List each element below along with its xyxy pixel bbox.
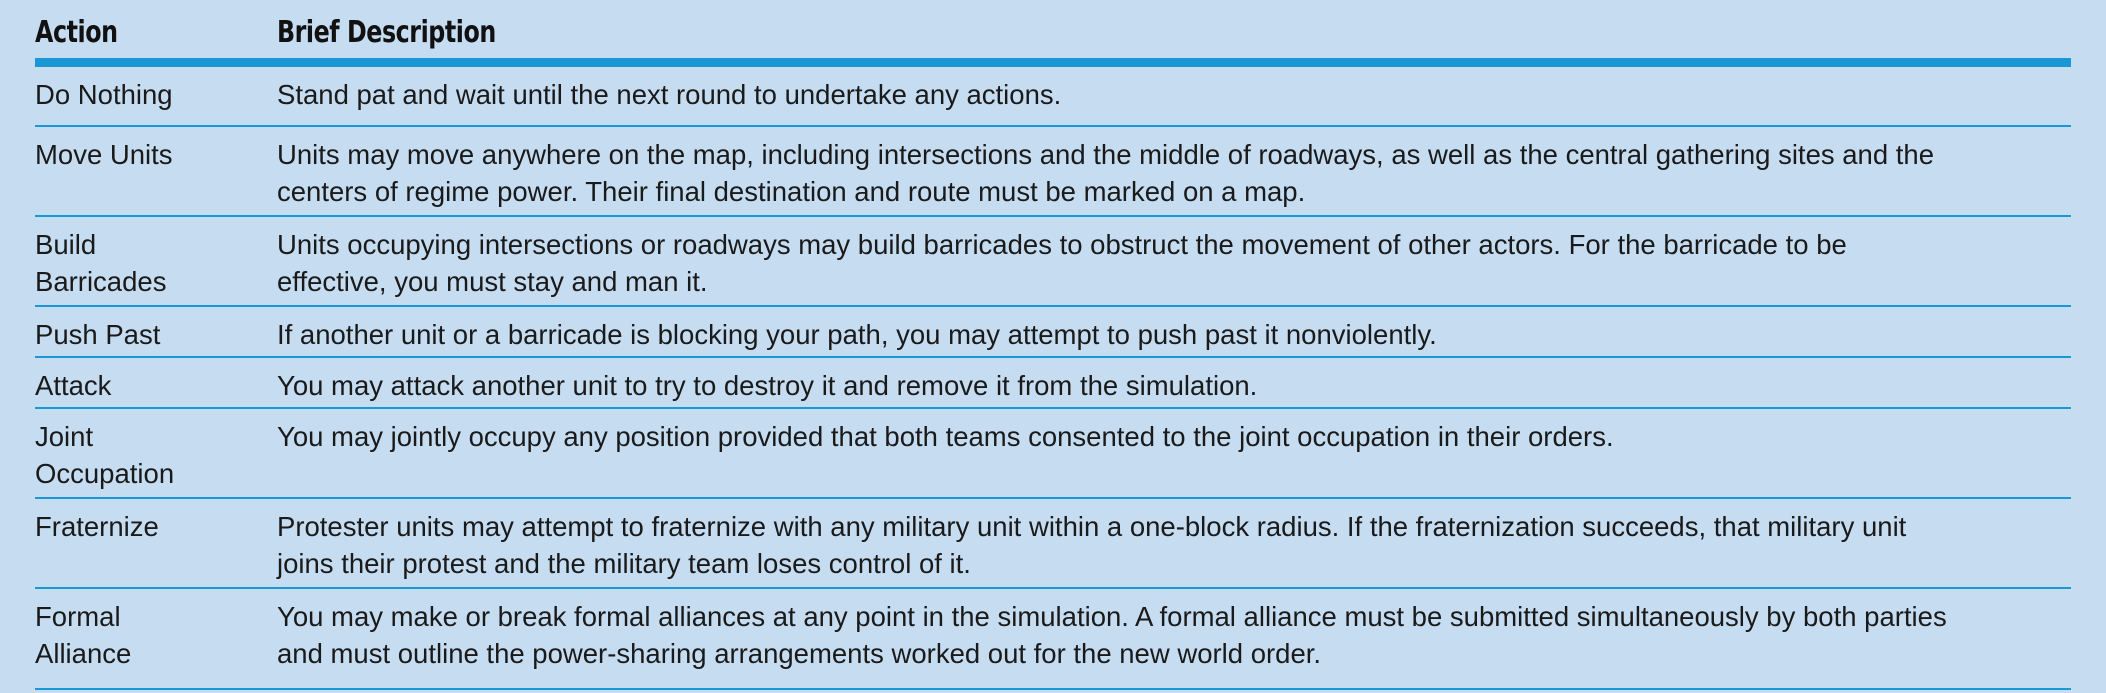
row-description: Stand pat and wait until the next round to undertake any actions.: [277, 79, 1062, 110]
table-row-move-units: [35, 127, 2071, 217]
row-description: Units may move anywhere on the map, including intersections and the middle of roadways, as well as the central gathering sites and the centers of regime power. Their final destination and route must be marked on a map.: [277, 139, 1935, 207]
row-action: Push Past: [35, 319, 161, 350]
row-action: Attack: [35, 370, 112, 401]
row-description: You may attack another unit to try to destroy it and remove it from the simulation.: [277, 370, 1258, 401]
row-action: Joint Occupation: [35, 421, 175, 489]
table-row-attack: [35, 358, 2071, 409]
actions-table: [35, 0, 2071, 690]
table-row-push-past: [35, 307, 2071, 358]
table-header: [35, 0, 2071, 67]
row-action: Formal Alliance: [35, 601, 132, 669]
table-row-build-barricades: [35, 217, 2071, 307]
row-action: Move Units: [35, 139, 173, 170]
table-row-fraternize: [35, 499, 2071, 589]
row-description: Units occupying intersections or roadways may build barricades to obstruct the movement of other actors. For the barricade to be effective, you must stay and man it.: [277, 229, 1847, 297]
row-action: Fraternize: [35, 511, 159, 542]
table-row-do-nothing: [35, 67, 2071, 127]
header-description: Brief Description: [277, 15, 496, 50]
header-action: Action: [35, 15, 118, 50]
row-description: If another unit or a barricade is blocking your path, you may attempt to push past it nonviolently.: [277, 319, 1437, 350]
row-description: Protester units may attempt to fraternize with any military unit within a one-block radius. If the fraternization succeeds, that military unit joins their protest and the military team loses control of it.: [277, 511, 1907, 579]
row-description: You may make or break formal alliances at any point in the simulation. A formal alliance must be submitted simultaneously by both parties and must outline the power-sharing arrangements worked out for the new world order.: [277, 601, 1947, 669]
table-row-joint-occupation: [35, 409, 2071, 499]
row-description: You may jointly occupy any position provided that both teams consented to the joint occupation in their orders.: [277, 421, 1614, 452]
row-action: Build Barricades: [35, 229, 167, 297]
table-row-formal-alliance: [35, 589, 2071, 690]
row-action: Do Nothing: [35, 79, 173, 110]
